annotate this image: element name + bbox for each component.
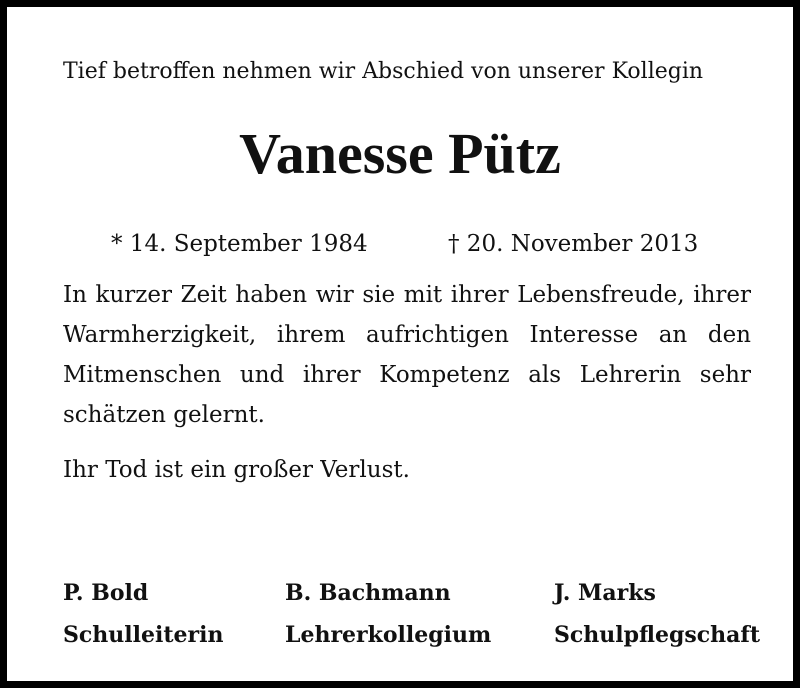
signatory-name: J. Marks [554,580,656,606]
signatory-3 [554,572,760,656]
signatory-role: Lehrerkollegium [285,622,492,648]
signatory-role: Schulpflegschaft [554,622,761,648]
closing-line: Ihr Tod ist ein großer Verlust. [63,457,410,483]
intro-line: Tief betroffen nehmen wir Abschied von unserer Kollegin [63,59,704,84]
tribute-paragraph: In kurzer Zeit haben wir sie mit ihrer Lebensfreude, ihrer Warmherzigkeit, ihrem aufrichtigen Interesse an den Mitmenschen und ihrer Kompetenz als Lehrerin sehr schätzen gelernt. [63,282,751,428]
signatory-name: B. Bachmann [285,580,451,606]
signatory-2 [285,572,491,656]
signatory-role: Schulleiterin [63,622,224,648]
death-date: † 20. November 2013 [448,231,699,257]
signatory-1 [63,572,223,656]
signatory-name: P. Bold [63,580,149,606]
birth-date: * 14. September 1984 [111,231,368,257]
deceased-name: Vanesse Pütz [239,121,561,186]
